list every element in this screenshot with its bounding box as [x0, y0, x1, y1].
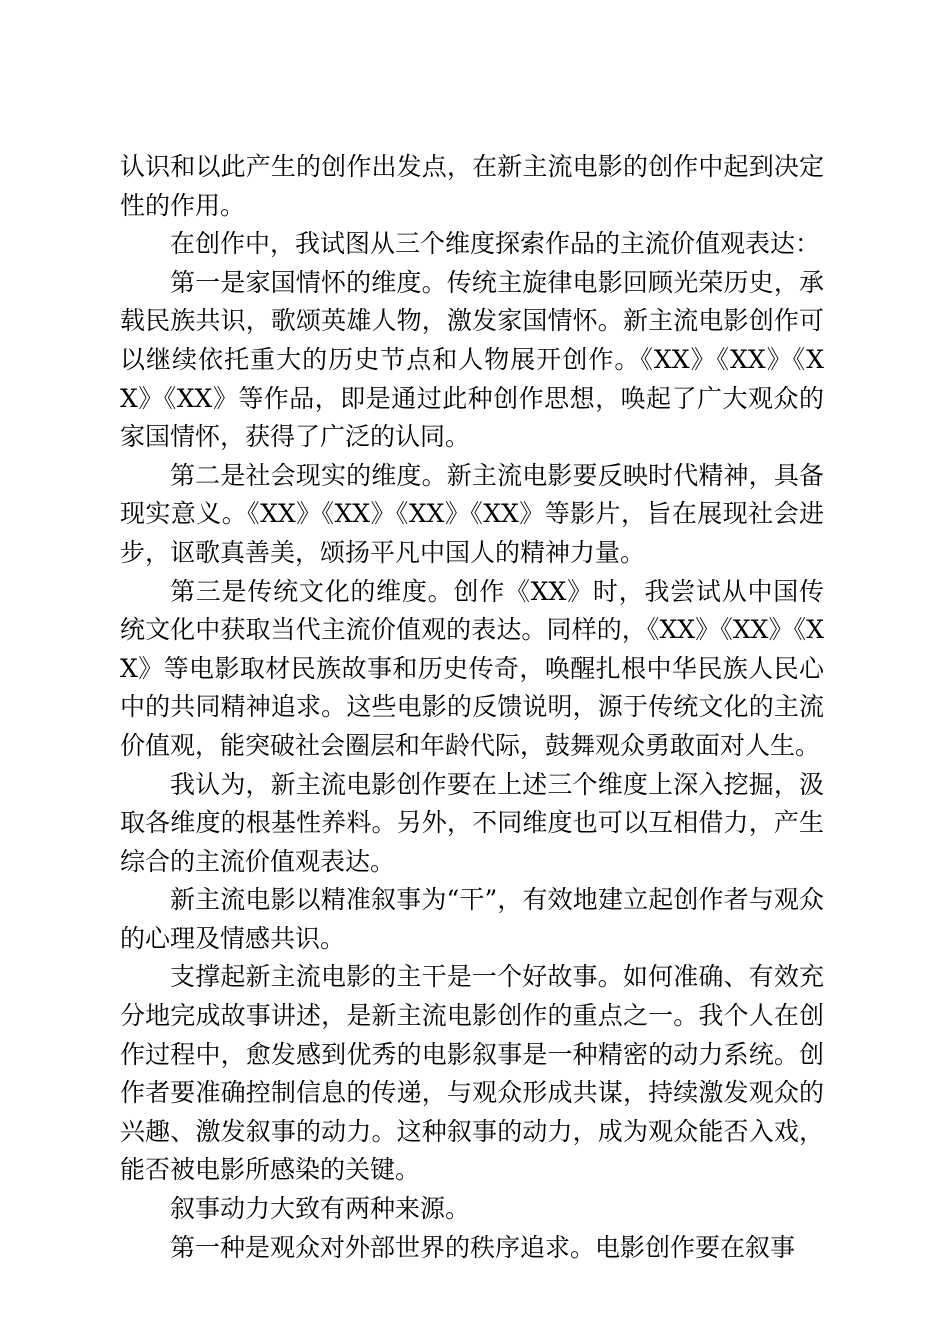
paragraph-6: 我认为，新主流电影创作要在上述三个维度上深入挖掘，汲取各维度的根基性养料。另外，不同维度也可以互相借力，产生综合的主流价值观表达。	[120, 769, 824, 876]
document-page	[120, 148, 824, 1267]
paragraph-1: 认识和以此产生的创作出发点，在新主流电影的创作中起到决定性的作用。	[120, 152, 824, 220]
paragraph-9: 叙事动力大致有两种来源。	[170, 1194, 471, 1224]
paragraph-2: 在创作中，我试图从三个维度探索作品的主流价值观表达：	[170, 229, 821, 259]
paragraph-3: 第一是家国情怀的维度。传统主旋律电影回顾光荣历史，承载民族共识，歌颂英雄人物，激发家国情怀。新主流电影创作可以继续依托重大的历史节点和人物展开创作。《XX》《XX》《XX》《XX》等作品，即是通过此种创作思想，唤起了广大观众的家国情怀，获得了广泛的认同。	[120, 267, 824, 452]
paragraph-10: 第一种是观众对外部世界的秩序追求。电影创作要在叙事	[170, 1232, 796, 1262]
paragraph-7: 新主流电影以精准叙事为“干”，有效地建立起创作者与观众的心理及情感共识。	[120, 885, 824, 953]
paragraph-4: 第二是社会现实的维度。新主流电影要反映时代精神，具备现实意义。《XX》《XX》《XX》《XX》等影片，旨在展现社会进步，讴歌真善美，颂扬平凡中国人的精神力量。	[120, 460, 824, 567]
paragraph-8: 支撑起新主流电影的主干是一个好故事。如何准确、有效充分地完成故事讲述，是新主流电影创作的重点之一。我个人在创作过程中，愈发感到优秀的电影叙事是一种精密的动力系统。创作者要准确控制信息的传递，与观众形成共谋，持续激发观众的兴趣、激发叙事的动力。这种叙事的动力，成为观众能否入戏，能否被电影所感染的关键。	[120, 962, 824, 1185]
paragraph-5: 第三是传统文化的维度。创作《XX》时，我尝试从中国传统文化中获取当代主流价值观的表达。同样的，《XX》《XX》《XX》等电影取材民族故事和历史传奇，唤醒扎根中华民族人民心中的共同精神追求。这些电影的反馈说明，源于传统文化的主流价值观，能突破社会圈层和年龄代际，鼓舞观众勇敢面对人生。	[120, 576, 824, 760]
